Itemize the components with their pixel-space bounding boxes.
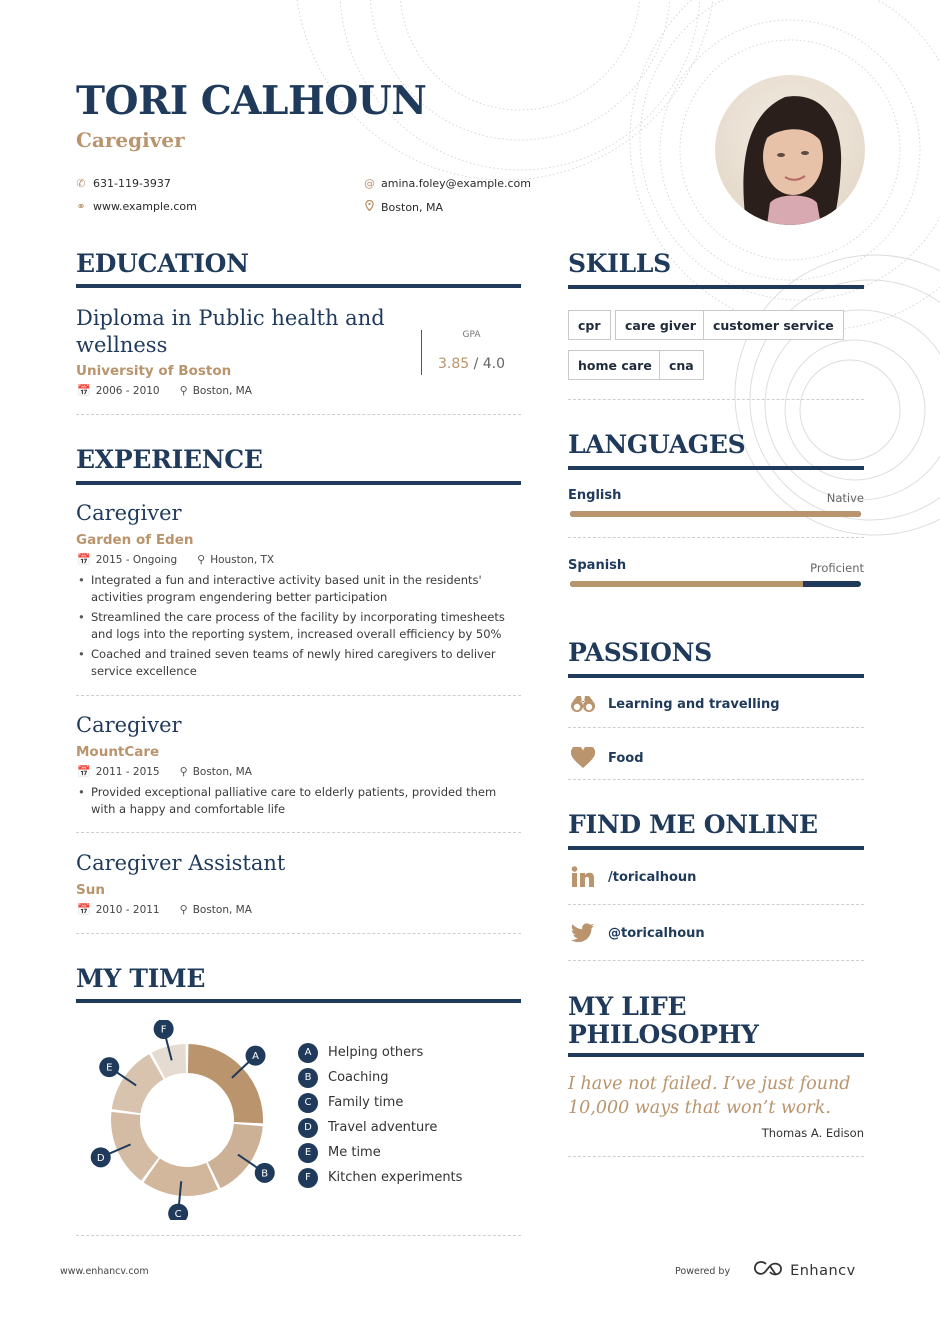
philosophy-rule [568, 1053, 864, 1057]
powered-by-label: Powered by [675, 1265, 731, 1277]
my-time-title: MY TIME [76, 964, 206, 993]
candidate-role: Caregiver [76, 128, 185, 152]
email-value[interactable]: amina.foley@example.com [381, 177, 531, 190]
skill-tag: customer service [703, 310, 844, 340]
job-company: MountCare [76, 744, 160, 760]
footer-site-link[interactable]: www.enhancv.com [60, 1266, 149, 1277]
divider [568, 960, 864, 961]
job-bullets [78, 784, 518, 821]
divider [568, 399, 864, 400]
job-title: Caregiver [76, 501, 182, 525]
education-meta [77, 384, 252, 397]
job-company: Garden of Eden [76, 532, 194, 548]
heart-icon [568, 747, 598, 769]
education-dates: 2006 - 2010 [95, 384, 160, 397]
svg-text:E: E [106, 1062, 113, 1074]
legend-item [298, 1140, 462, 1165]
phone-value: 631-119-3937 [93, 177, 171, 190]
education-title: EDUCATION [76, 249, 249, 278]
linkedin-icon [568, 866, 598, 888]
divider [76, 832, 521, 833]
enhancv-logo-icon [752, 1260, 784, 1282]
twitter-handle[interactable]: @toricalhoun [608, 925, 705, 941]
online-title: FIND ME ONLINE [568, 810, 818, 839]
languages-rule [568, 466, 864, 470]
brand-name: Enhancv [790, 1263, 856, 1279]
at-icon: @ [364, 177, 375, 190]
passion-label: Learning and travelling [608, 696, 780, 712]
svg-text:D: D [96, 1152, 105, 1164]
divider [76, 695, 521, 696]
language-level: Proficient [810, 561, 864, 575]
legend-label: Family time [328, 1095, 404, 1110]
divider [568, 779, 864, 780]
candidate-name: TORI CALHOUN [76, 78, 427, 124]
legend-badge: C [298, 1093, 318, 1113]
legend-badge: F [298, 1168, 318, 1188]
language-bar-fill [570, 581, 803, 587]
skill-tag: cpr [568, 310, 611, 340]
legend-item [298, 1090, 462, 1115]
skill-tag: home care [568, 350, 662, 380]
language-name: English [568, 488, 622, 503]
online-item-twitter[interactable] [568, 923, 705, 943]
legend-label: Helping others [328, 1045, 424, 1060]
job-location: Boston, MA [192, 765, 252, 778]
legend-item [298, 1115, 462, 1140]
quote-author: Thomas A. Edison [761, 1126, 864, 1140]
location-pin-icon [364, 200, 374, 214]
location-pin-icon: ⚲ [179, 384, 188, 397]
passion-item [568, 747, 644, 769]
job-meta [77, 903, 252, 916]
contact-location [364, 200, 443, 214]
donut-slice [112, 1054, 164, 1113]
divider [76, 1235, 521, 1236]
job-meta [77, 765, 252, 778]
calendar-icon: 📅 [77, 553, 91, 566]
passions-title: PASSIONS [568, 638, 712, 667]
passion-item [568, 695, 780, 713]
binoculars-icon [568, 695, 598, 713]
job-bullets [78, 572, 518, 683]
job-title: Caregiver [76, 713, 182, 737]
legend-item [298, 1165, 462, 1190]
svg-text:C: C [174, 1209, 182, 1220]
philosophy-quote: I have not failed. I’ve just found 10,000 ways that won’t work. [568, 1074, 851, 1118]
svg-text:B: B [261, 1168, 269, 1180]
phone-icon: ✆ [76, 177, 86, 190]
contact-email[interactable] [364, 177, 531, 190]
legend-item [298, 1040, 462, 1065]
job-bullet: • Provided exceptional palliative care to elderly patients, provided them with a happy and comfortable life [78, 784, 518, 818]
language-bar [570, 581, 861, 587]
languages-title: LANGUAGES [568, 430, 746, 459]
philosophy-title: MY LIFE PHILOSOPHY [568, 992, 759, 1049]
skills-rule [568, 285, 864, 289]
job-location: Boston, MA [192, 903, 252, 916]
experience-title: EXPERIENCE [76, 445, 263, 474]
svg-text:A: A [252, 1051, 259, 1063]
legend-label: Me time [328, 1145, 381, 1160]
language-name: Spanish [568, 558, 627, 573]
contact-website[interactable] [76, 200, 197, 213]
legend-badge: A [298, 1043, 318, 1063]
location-pin-icon: ⚲ [179, 903, 188, 916]
divider [568, 537, 864, 538]
education-school: University of Boston [76, 363, 232, 379]
gpa-box [421, 330, 521, 375]
gpa-label: GPA [462, 330, 481, 340]
gpa-value: 3.85 / 4.0 [437, 356, 506, 372]
skills-title: SKILLS [568, 249, 671, 278]
skill-tag: cna [659, 350, 704, 380]
job-meta [77, 553, 274, 566]
experience-rule [76, 481, 521, 485]
location-pin-icon: ⚲ [197, 553, 206, 566]
calendar-icon: 📅 [77, 903, 91, 916]
donut-slice [111, 1112, 159, 1181]
calendar-icon: 📅 [77, 765, 91, 778]
passions-rule [568, 674, 864, 678]
divider [568, 727, 864, 728]
education-location: Boston, MA [192, 384, 252, 397]
my-time-rule [76, 999, 521, 1003]
calendar-icon: 📅 [77, 384, 91, 397]
divider [76, 414, 521, 415]
language-bar [570, 511, 861, 517]
location-value: Boston, MA [381, 200, 444, 214]
skill-tag: care giver [615, 310, 706, 340]
online-rule [568, 846, 864, 850]
svg-text:F: F [160, 1024, 167, 1036]
legend-item [298, 1065, 462, 1090]
language-level: Native [826, 491, 864, 505]
job-company: Sun [76, 882, 105, 898]
donut-slice [208, 1124, 263, 1188]
education-degree: Diploma in Public health and wellness [76, 306, 385, 357]
legend-badge: B [298, 1068, 318, 1088]
location-pin-icon: ⚲ [179, 765, 188, 778]
job-location: Houston, TX [210, 553, 275, 566]
divider [568, 904, 864, 905]
footer-powered-by[interactable] [675, 1260, 856, 1282]
legend-label: Coaching [328, 1070, 389, 1085]
profile-photo [715, 75, 865, 225]
passion-label: Food [608, 750, 644, 766]
job-dates: 2011 - 2015 [95, 765, 160, 778]
my-time-legend [298, 1040, 462, 1190]
link-icon: ⚭ [76, 200, 86, 213]
my-time-donut-chart [90, 1020, 290, 1220]
job-bullet: • Streamlined the care process of the facility by incorporating timesheets and logs into the reporting system, increased overall efficiency by 50% [78, 609, 518, 643]
twitter-icon [568, 923, 598, 943]
language-bar-fill [570, 511, 861, 517]
legend-badge: E [298, 1143, 318, 1163]
education-rule [76, 284, 521, 288]
job-dates: 2010 - 2011 [95, 903, 160, 916]
job-bullet: • Integrated a fun and interactive activity based unit in the residents' activities program engendering better participation [78, 572, 518, 606]
website-value[interactable]: www.example.com [93, 200, 197, 213]
job-dates: 2015 - Ongoing [95, 553, 178, 566]
divider [76, 933, 521, 934]
divider [568, 1156, 864, 1157]
online-item-linkedin[interactable] [568, 866, 696, 888]
legend-label: Travel adventure [328, 1120, 438, 1135]
contact-phone [76, 177, 171, 190]
linkedin-handle[interactable]: /toricalhoun [608, 869, 697, 885]
job-title: Caregiver Assistant [76, 851, 286, 875]
legend-label: Kitchen experiments [328, 1170, 463, 1185]
legend-badge: D [298, 1118, 318, 1138]
job-bullet: • Coached and trained seven teams of newly hired caregivers to deliver service excellence [78, 646, 518, 680]
